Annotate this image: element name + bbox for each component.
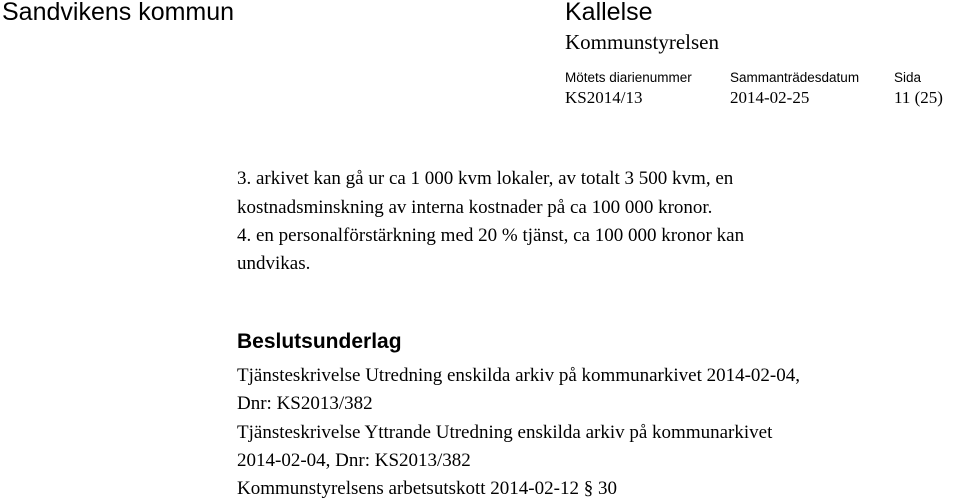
basis-line: Tjänsteskrivelse Utredning enskilda arkiv på kommunarkivet 2014-02-04,: [237, 365, 801, 386]
organization-name: Sandvikens kommun: [2, 0, 235, 26]
paragraph-line: 4. en personalförstärkning med 20 % tjänst, ca 100 000 kronor kan: [237, 225, 745, 246]
basis-line: Dnr: KS2013/382: [237, 393, 373, 414]
paragraph-line: undvikas.: [237, 253, 311, 274]
meeting-date-label: Sammanträdesdatum: [730, 70, 860, 85]
basis-line: Tjänsteskrivelse Yttrande Utredning enskilda arkiv på kommunarkivet: [237, 422, 773, 443]
paragraph-line: kostnadsminskning av interna kostnader på ca 100 000 kronor.: [237, 197, 713, 218]
diary-number-label: Mötets diarienummer: [565, 70, 692, 85]
basis-line: Kommunstyrelsens arbetsutskott 2014-02-12 § 30: [237, 478, 617, 499]
page-number-value: 11 (25): [894, 88, 943, 107]
section-heading: Beslutsunderlag: [237, 330, 402, 353]
paragraph-line: 3. arkivet kan gå ur ca 1 000 kvm lokaler, av totalt 3 500 kvm, en: [237, 168, 734, 189]
document-type: Kallelse: [565, 0, 653, 26]
basis-line: 2014-02-04, Dnr: KS2013/382: [237, 450, 471, 471]
page-label: Sida: [894, 70, 922, 85]
committee-name: Kommunstyrelsen: [565, 30, 719, 54]
meeting-date-value: 2014-02-25: [730, 88, 810, 107]
diary-number-value: KS2014/13: [565, 88, 643, 107]
